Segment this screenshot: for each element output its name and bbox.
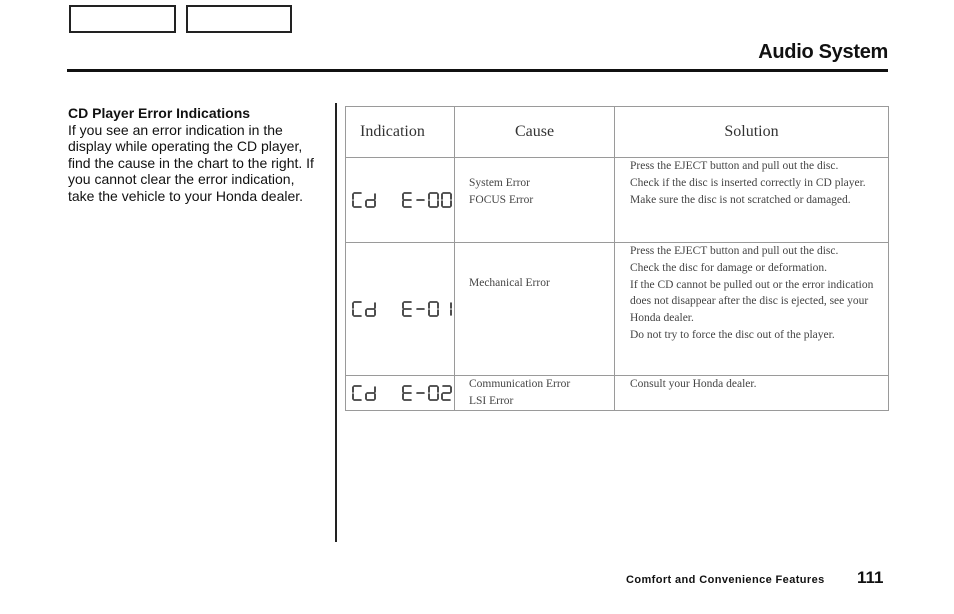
solution-cell (615, 243, 889, 376)
table-row (346, 376, 889, 411)
solution-line: Consult your Honda dealer. (630, 378, 757, 390)
nav-tab-2[interactable] (186, 5, 292, 33)
lcd-error-code-segment (402, 300, 454, 318)
nav-tab-1[interactable] (69, 5, 176, 33)
table-row (346, 158, 889, 243)
table-row (346, 243, 889, 376)
cause-line: LSI Error (469, 394, 514, 407)
indication-cell (346, 158, 455, 243)
lcd-error-code-segment (402, 384, 454, 402)
lcd-display-e00 (346, 191, 454, 209)
solution-cell (615, 376, 889, 411)
solution-line: Press the EJECT button and pull out the disc. (630, 160, 839, 172)
indication-cell (346, 376, 455, 411)
lcd-cd-segment (352, 191, 378, 209)
table-header-row (346, 107, 889, 158)
cause-line: Mechanical Error (469, 277, 550, 289)
solution-line: Press the EJECT button and pull out the disc. (630, 245, 839, 257)
intro-section (68, 105, 322, 204)
indication-cell (346, 243, 455, 376)
solution-line: If the CD cannot be pulled out or the error indication does not disappear after the disc is ejected, see your Honda dealer. (630, 278, 874, 325)
error-indications-table (345, 106, 889, 411)
cause-cell (455, 158, 615, 243)
solution-line: Check if the disc is inserted correctly in CD player. (630, 176, 866, 189)
footer-section-label: Comfort and Convenience Features (626, 574, 825, 586)
intro-text: If you see an error indication in the display while operating the CD player, find the cause in the chart to the right. If you cannot clear the error indication, take the vehicle to your Honda dealer. (68, 121, 314, 204)
header-rule (67, 69, 888, 72)
lcd-cd-segment (352, 300, 378, 318)
page-title: Audio System (758, 41, 888, 63)
cause-line: FOCUS Error (469, 193, 534, 206)
lcd-error-code-segment (402, 191, 454, 209)
header-indication: Indication (346, 107, 455, 158)
column-divider (335, 103, 337, 542)
header-cause: Cause (455, 107, 615, 158)
lcd-display-e02 (346, 384, 454, 402)
solution-line: Do not try to force the disc out of the player. (630, 328, 835, 341)
cause-cell (455, 243, 615, 376)
solution-line: Check the disc for damage or deformation. (630, 261, 828, 274)
lcd-cd-segment (352, 384, 378, 402)
solution-cell (615, 158, 889, 243)
cause-cell (455, 376, 615, 411)
lcd-display-e01 (346, 300, 454, 318)
header-solution: Solution (615, 107, 889, 158)
cause-line: Communication Error (469, 378, 571, 390)
page-number: 111 (857, 568, 884, 587)
solution-line: Make sure the disc is not scratched or damaged. (630, 193, 851, 206)
section-heading: CD Player Error Indications (68, 105, 251, 121)
cause-line: System Error (469, 177, 531, 189)
